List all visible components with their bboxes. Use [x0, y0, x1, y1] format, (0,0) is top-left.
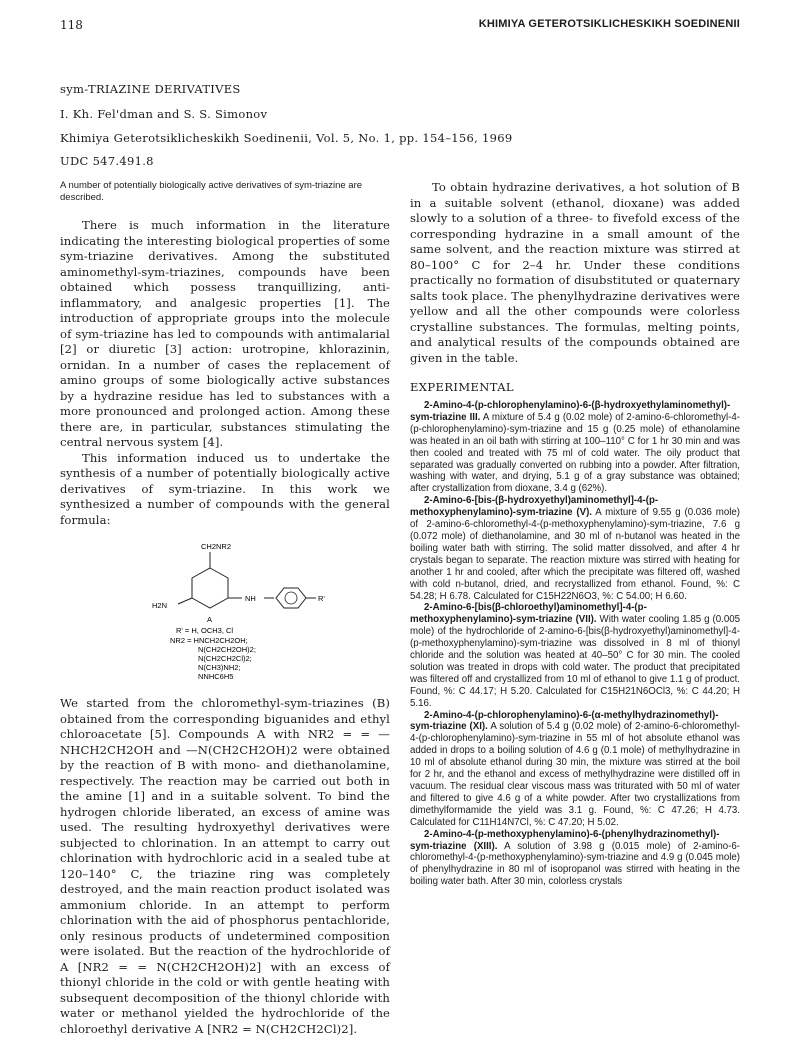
procedure-text: A solution of 3.98 g (0.015 mole) of 2-amino-6-chloromethyl-4-(p-methoxyphenylamino)-sym-triazine and 4.9 g (0.045 mole) of phenylhydrazine in 80 ml of isopropanol was stirred with heating in the boiling water bath. After 30 min, colorless crystals	[410, 840, 740, 888]
structure-right-group: R'	[318, 594, 325, 603]
triazine-ring	[192, 568, 228, 608]
journal-header: KHIMIYA GETEROTSIKLICHESKIKH SOEDINENII	[478, 18, 740, 30]
structure-label-a: A	[207, 615, 213, 624]
abstract: A number of potentially biologically active derivatives of sym-triazine are described.	[60, 180, 363, 203]
experimental-entry	[410, 829, 740, 889]
article-authors: I. Kh. Fel'dman and S. S. Simonov	[60, 107, 268, 121]
compound-name: 2-Amino-6-[bis-(β-hydroxyethyl)aminomethyl]-4-(p-methoxyphenylamino)-sym-triazine (V).	[410, 495, 659, 519]
structure-nr2-line: NR2 = HNCH2CH2OH;	[170, 636, 248, 645]
experimental-heading: EXPERIMENTAL	[410, 380, 514, 394]
compound-name: 2-Amino-6-[bis(β-chloroethyl)aminomethyl]-4-(p-methoxyphenylamino)-sym-triazine (VII).	[410, 602, 647, 626]
structure-top-group: CH2NR2	[201, 542, 232, 551]
experimental-entry	[410, 710, 740, 829]
experimental-entry	[410, 495, 740, 602]
experimental-entry	[410, 400, 740, 495]
synthesis-paragraph: We started from the chloromethyl-sym-triazines (B) obtained from the corresponding biguanides and ethyl chloroacetate [5]. Compounds A with NR2 = = —NHCH2CH2OH and —N(CH2CH2OH)2 were obtained by the reaction of B with mono- and diethanolamine, respectively. The reaction may be carried out both in the amine [1] and in a suitable solvent. To bind the hydrogen chloride liberated, an excess of amine was used. The resulting hydroxyethyl derivatives were subjected to chlorination. In an attempt to carry out chlorination with hydrochloric acid in a sealed tube at 120–140° C, the triazine ring was completely destroyed, and the main reaction product isolated was ammonium chloride. In an attempt to perform chlorination with the aid of phosphorus pentachloride, only resinous products of undetermined composition were isolated. But the reaction of the hydrochloride of A [NR2 = = N(CH2CH2OH)2] with an excess of thionyl chloride in the cold or with gentle heating with subsequent decomposition of the thionyl chloride with water or methanol yielded the hydrochloride of the chloroethyl derivative A [NR2 = N(CH2CH2Cl)2].	[60, 696, 390, 1036]
general-formula-structure	[60, 536, 390, 688]
procedure-text: With water cooling 1.85 g (0.005 mole) of the hydrochloride of 2-amino-6-[bis(β-hydroxyethyl)aminomethyl]-4-(p-methoxyphenylamino)-sym-triazine was dissolved in 8 ml of thionyl chloride and the solution was heated at 40–50° C for 30 min. The cooled solution was treated in drops with cold water. The product that precipitated was filtered off and crystallized from 10 ml of ethanol to give 1.1 g of product. Found, %: C 44.17; H 5.20. Calculated for C15H21N6OCl3, %: C 44.20; H 5.16.	[410, 614, 741, 709]
compound-name: 2-Amino-4-(p-chlorophenylamino)-6-(β-hydroxyethylaminomethyl)-sym-triazine III.	[410, 400, 731, 423]
benzene-ring	[276, 588, 306, 608]
structure-link: NH	[245, 594, 256, 603]
compound-name: 2-Amino-4-(p-methoxyphenylamino)-6-(phenylhydrazinomethyl)-sym-triazine (XIII).	[410, 828, 720, 852]
procedure-text: A mixture of 5.4 g (0.02 mole) of 2-amino-6-chloromethyl-4-(p-chlorophenylamino)-sym-triazine and 15 g (0.25 mole) of ethanolamine was heated in an oil bath with stirring at 100–110° C for 1 hr 30 min and was then cooled and treated with 75 ml of cold water. The oily product that separated was gradually converted on rubbing into a powder. After filtration, washing with water, and drying, 5.1 g of a gray substance was obtained; after crystallization from dioxane, 3.4 g (62%).	[410, 411, 740, 495]
article-title: sym-TRIAZINE DERIVATIVES	[60, 82, 241, 96]
right-column	[410, 180, 740, 888]
compound-name: 2-Amino-4-(p-chlorophenylamino)-6-(α-methylhydrazinomethyl)-sym-triazine (XI).	[410, 709, 719, 733]
page-number: 118	[60, 18, 83, 32]
article-udc: UDC 547.491.8	[60, 154, 154, 168]
structure-nr2-line: N(CH3)NH2;	[198, 663, 241, 672]
structure-nr2-line: NNHC6H5	[198, 672, 234, 681]
article-citation: Khimiya Geterotsiklicheskikh Soedinenii, Vol. 5, No. 1, pp. 154–156, 1969	[60, 131, 513, 145]
left-column	[60, 180, 390, 1037]
procedure-text: A solution of 5.4 g (0.02 mole) of 2-amino-6-chloromethyl-4-(p-chlorophenylamino)-sym-triazine in 55 ml of hot absolute ethanol was added in drops to a boiling solution of 4.6 g (0.1 mole) of methylhydrazine in 10 ml of absolute ethanol during 30 min, the mixture was stirred at the boil for 2 hr, and the ethanol and excess of methylhydrazine were distilled off in vacuum. The residual clear viscous mass was triturated with 50 ml of water and filtered to give 4.6 g of a white powder. After two crystallizations from dimethylformamide the yield was 3.1 g. Found, %: C 47.26; H 4.73. Calculated for C11H14N7Cl, %: C 47.20; H 5.02.	[410, 721, 740, 828]
triazine-structure-drawing	[60, 536, 390, 688]
hydrazine-paragraph: To obtain hydrazine derivatives, a hot solution of B in a suitable solvent (ethanol, dioxane) was added slowly to a solution of a three- to fivefold excess of the corresponding hydrazine in a small amount of the same solvent, and the reaction mixture was stirred at 80–100° C for 2–4 hr. Under these conditions practically no formation of disubstituted or quaternary salts took place. The phenylhydrazine derivatives were yellow and all the other compounds were colorless crystalline substances. The formulas, melting points, and analytical results of the compounds obtained are given in the table.	[410, 180, 740, 365]
experimental-entry	[410, 602, 740, 709]
procedure-text: A mixture of 9.55 g (0.036 mole) of 2-amino-6-chloromethyl-4-(p-methoxyphenylamino)-sym-triazine, 7.6 g (0.072 mole) of diethanolamine, and 30 ml of n-butanol was heated in the boiling water bath with stirring. The solid matter dissolved, and after 4 hr crystals began to separate. The reaction mixture was stirred with heating for another 1 hr and cooled, after which the precipitate was filtered off, washed with cold n-butanol, dried, and recrystallized from ethanol. Found, %: C 54.28; H 6.78. Calculated for C15H22N6O3, %: C 54.00; H 6.60.	[410, 507, 740, 602]
structure-nr2-line: N(CH2CH2Cl)2;	[198, 654, 252, 663]
structure-r-line: R' = H, OCH3, Cl	[176, 626, 234, 635]
intro-paragraph-2: This information induced us to undertake the synthesis of a number of potentially biologically active derivatives of sym-triazine. In this work we synthesized a number of compounds with the general formula:	[60, 450, 390, 527]
intro-paragraph-1: There is much information in the literature indicating the interesting biological properties of some sym-triazine derivatives. Among the substituted aminomethyl-sym-triazines, compounds have been obtained which possess tranquillizing, anti-inflammatory, and analgesic properties [1]. The introduction of appropriate groups into the molecule of sym-triazine has led to compounds with antimalarial [2] or diuretic [3] action: urotropine, khlorazinin, ornidan. In a number of cases the replacement of amino groups of some biologically active substances by a hydrazine residue has led to substances with a more pronounced and prolonged action. Among these there are, in particular, substances stimulating the central nervous system [4].	[60, 218, 391, 449]
structure-left-group: H2N	[152, 601, 168, 610]
structure-nr2-line: N(CH2CH2OH)2;	[198, 645, 256, 654]
